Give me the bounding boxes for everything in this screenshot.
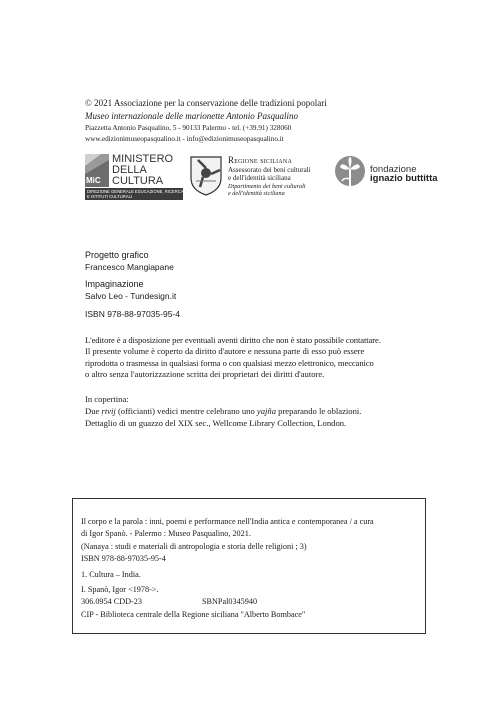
cover-line1-b: (officianti) vedici mentre celebrano uno (115, 406, 257, 416)
cover-word-rtvij: ṛtvij (101, 406, 116, 416)
mic-line3: CULTURA (112, 175, 164, 187)
cover-line1-a: Due (85, 406, 102, 416)
buttitta-line2: ignazio buttitta (370, 173, 438, 184)
notice-line2: Il presente volume è coperto da diritto d'autore e nessuna parte di esso può essere (85, 346, 365, 357)
regione-line3: Dipartimento dei beni culturali (228, 183, 306, 190)
regione-line1: Assessorato dei beni culturali (228, 166, 311, 174)
museum-address: Piazzetta Antonio Pasqualino, 5 - 90133 Palermo - tel. (+39.91) 328060 (85, 124, 292, 132)
mic-sub1: DIREZIONE GENERALE EDUCAZIONE, RICERCA (87, 189, 184, 194)
isbn-line: ISBN 978-88-97035-95-4 (85, 309, 180, 319)
flower-emblem-icon (334, 155, 366, 193)
copyright-line: © 2021 Associazione per la conservazione delle tradizioni popolari (85, 98, 327, 108)
cip-line-2: di Igor Spanò. - Palermo : Museo Pasqualino, 2021. (81, 529, 251, 539)
cover-line2: Dettaglio di un guazzo del XIX sec., Wellcome Library Collection, London. (85, 418, 347, 428)
cover-label: In copertina: (85, 394, 129, 404)
cip-classification: 306.0954 CDD-23 (81, 597, 142, 607)
cip-line-6: I. Spanò, Igor <1978->. (81, 585, 159, 595)
mic-logo (85, 154, 183, 200)
buttitta-logo (334, 155, 456, 197)
layout-name: Salvo Leo - Tundesign.it (85, 291, 177, 301)
mic-line2: DELLA (112, 164, 147, 176)
mic-abbr: MiC (86, 176, 101, 185)
cip-sbn: SBNPal0345940 (202, 597, 258, 607)
cip-line-4: ISBN 978-88-97035-95-4 (81, 554, 166, 564)
museum-web: www.edizionimuseopasqualino.it - info@edizionimuseopasqualino.it (85, 135, 284, 143)
mic-sub2: E ISTITUTI CULTURALI (87, 194, 133, 199)
cip-line-7 (81, 596, 417, 608)
cover-line1-c: preparando le oblazioni. (276, 406, 362, 416)
rights-notice (85, 335, 413, 381)
regione-line2: e dell'identità siciliana (228, 174, 291, 182)
cip-line-8: CIP - Biblioteca centrale della Regione siciliana "Alberto Bombace" (81, 609, 306, 619)
regione-title: Regione siciliana (228, 155, 292, 165)
buttitta-line1: fondazione (370, 164, 417, 175)
layout-label: Impaginazione (85, 279, 144, 289)
cip-line-3: (Nanaya : studi e materiali di antropologia e storia delle religioni ; 3) (81, 541, 307, 551)
notice-line3: riprodotta o trasmessa in qualsiasi forma o con qualsiasi mezzo elettronico, meccanico (85, 357, 374, 368)
design-name: Francesco Mangiapane (85, 262, 174, 272)
design-label: Progetto grafico (85, 250, 149, 260)
cip-line-1: Il corpo e la parola : inni, poemi e performance nell'India antica e contemporanea / a cura (81, 517, 374, 526)
cover-word-yajna: yajña (256, 406, 276, 416)
cover-line1 (85, 406, 361, 417)
cip-record (81, 516, 417, 621)
regione-logo (188, 154, 328, 200)
regione-line4: e dell'identità siciliana (228, 190, 285, 197)
cip-line-5: 1. Cultura – India. (81, 569, 141, 579)
trinacria-shield-icon (188, 154, 224, 196)
museum-name: Museo internazionale delle marionette Antonio Pasqualino (85, 111, 299, 121)
mic-line1: MINISTERO (112, 153, 174, 165)
notice-line1: L'editore è a disposizione per eventuali aventi diritto che non è stato possibile contattare. (85, 335, 381, 345)
notice-line4: o altro senza l'autorizzazione scritta dei proprietari dei diritti d'autore. (85, 369, 325, 380)
